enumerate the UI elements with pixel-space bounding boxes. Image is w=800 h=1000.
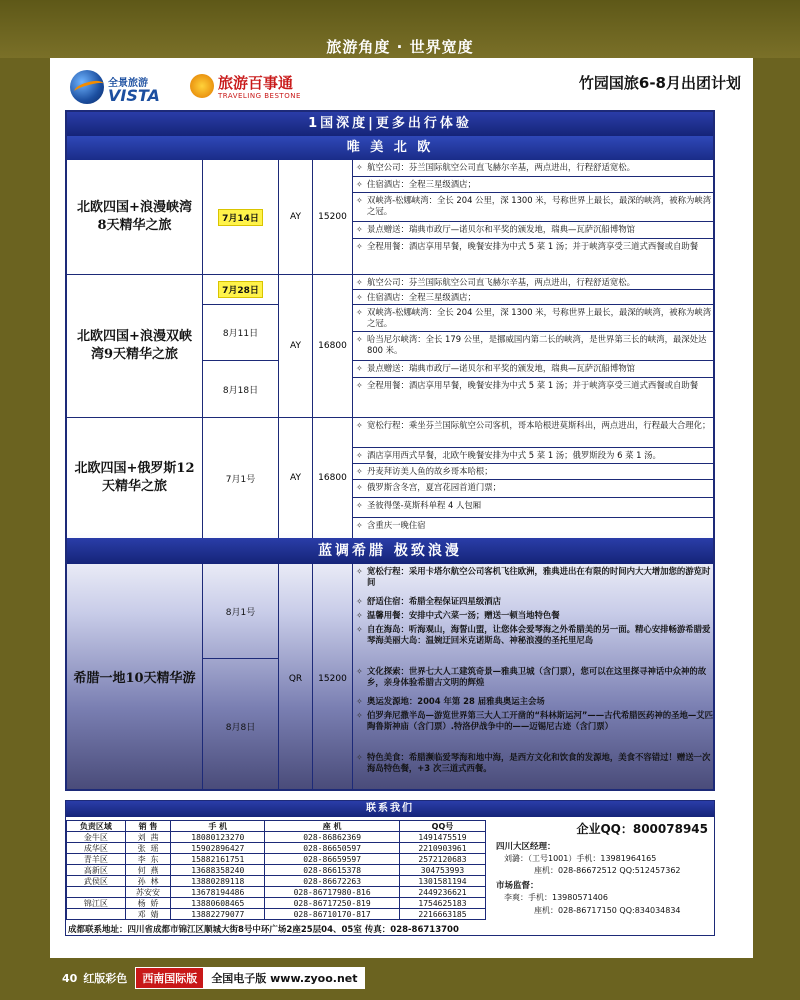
table-row [67,843,486,854]
edition-label: 西南国际版 [135,967,204,989]
table-cell: 2210903961 [399,843,485,854]
tour-row [67,418,713,538]
magazine-name: 红版彩色 [83,972,128,985]
website-label: 全国电子版 www.zyoo.net [204,967,364,989]
table-cell [67,887,126,898]
desc-line: ✧ 景点赠送：瑞典市政厅—诺贝尔和平奖的颁发地，瑞典—瓦萨沉船博物馆 [353,361,715,378]
vista-logo-cn: 全景旅游 [108,78,148,89]
table-row [67,865,486,876]
table-header-row [67,821,486,832]
page-number: 40 [62,971,78,985]
desc-line: ✧ 奥运发源地：2004 年第 28 届雅典奥运主会场 [353,694,715,708]
table-cell: 2216663185 [399,909,485,920]
table-cell: 杨 娇 [125,898,170,909]
table-cell: 13678194486 [171,887,265,898]
sichuan-manager-title: 四川大区经理： [496,842,556,852]
airline: AY [279,160,313,274]
table-cell: 2449236621 [399,887,485,898]
table-cell: 武侯区 [67,876,126,887]
tour-dates [203,564,279,791]
tour-description [353,160,715,274]
desc-line: ✧ 全程用餐：酒店享用早餐，晚餐安排为中式 5 菜 1 汤；并于峡湾享受三道式西餐或自助餐 [353,239,715,275]
contact-address: 成都联系地址：四川省成都市锦江区顺城大街8号中环广场2座25层04、05室 传真：028-86713700 [68,925,459,935]
market-person: 李爽：手机：13980571406 [504,893,608,902]
sun-icon [190,74,214,98]
tour-description [353,275,715,417]
table-cell: 孙 林 [125,876,170,887]
table-cell: 13882279077 [171,909,265,920]
table-cell: 13880289118 [171,876,265,887]
tour-description [353,418,715,538]
desc-line: ✧ 双峡湾-松娜峡湾：全长 204 公里，深 1300 米，号称世界上最长，最深的峡湾，被称为峡湾之冠。 [353,305,715,332]
date-cell [203,160,278,275]
desc-line: ✧ 俄罗斯含冬宫，夏宫花园首道门票； [353,480,715,498]
departure-date: 7月14日 [218,209,263,226]
col-header: 座 机 [265,821,400,832]
table-cell: 028-86615378 [265,865,400,876]
top-banner [0,0,800,58]
table-cell: 1491475519 [399,832,485,843]
price: 15200 [313,160,353,274]
table-cell: 张 瑶 [125,843,170,854]
tour-dates [203,160,279,274]
desc-line: ✧ 特色美食：希腊濒临爱琴海和地中海，是西方文化和饮食的发源地，美食不容错过！赠送一次海岛特色餐，+3 次三道式西餐。 [353,750,715,790]
desc-line: ✧ 酒店享用西式早餐，北欧午晚餐安排为中式 5 菜 1 汤；俄罗斯段为 6 菜 1 汤。 [353,448,715,464]
tour-name: 北欧四国+俄罗斯12天精华之旅 [67,418,203,538]
table-cell: 13880608465 [171,898,265,909]
col-header: QQ号 [399,821,485,832]
table-row [67,909,486,920]
vista-logo [70,70,190,106]
bestone-logo-en: TRAVELING BESTONE [218,92,301,100]
table-row [67,876,486,887]
sichuan-manager-tel: 座机：028-86672512 QQ:512457362 [534,866,681,875]
desc-line: ✧ 双峡湾-松娜峡湾：全长 204 公里，深 1300 米，号称世界上最长，最深的峡湾，被称为峡湾之冠。 [353,193,715,222]
desc-line: ✧ 全程用餐：酒店享用早餐，晚餐安排为中式 5 菜 1 汤；并于峡湾享受三道式西餐或自助餐 [353,378,715,418]
qq-label: 企业QQ： [576,822,633,836]
tour-row [67,564,713,791]
table-cell: 成华区 [67,843,126,854]
plan-title: 竹园国旅6-8月出团计划 [578,74,741,92]
bestone-logo [190,72,310,106]
tour-table [65,110,715,791]
date-cell: 8月18日 [222,386,259,396]
contact-info [494,820,712,920]
tour-name: 北欧四国+浪漫双峡湾9天精华之旅 [67,275,203,417]
sichuan-manager: 刘潞：（工号1001）手机：13981964165 [504,854,657,863]
table-row [67,887,486,898]
contact-table [66,820,486,920]
table-row [67,898,486,909]
price: 15200 [313,564,353,791]
airline: QR [279,564,313,791]
desc-line: ✧ 住宿酒店：全程三星级酒店； [353,290,715,305]
tour-name: 希腊一地10天精华游 [67,564,203,791]
table-cell: 13688358240 [171,865,265,876]
tour-row [67,275,713,418]
col-header: 销 售 [125,821,170,832]
price: 16800 [313,275,353,417]
table-cell: 金牛区 [67,832,126,843]
table-cell: 15902896427 [171,843,265,854]
date-cell: 8月1号 [203,564,278,659]
globe-icon [70,70,104,104]
table-cell: 邓 婧 [125,909,170,920]
table-row [67,832,486,843]
table-cell: 028-86862369 [265,832,400,843]
col-header: 手 机 [171,821,265,832]
desc-line: ✧ 住宿酒店：全程三星级酒店； [353,177,715,193]
desc-line: ✧ 伯罗奔尼撒半岛—游览世界第三大人工开凿的“科林斯运河”——古代希腊医药神的圣地—艾匹陶鲁斯神庙（含门票）.特洛伊战争中的——迈锡尼古迹（含门票） [353,708,715,750]
date-cell: 7月1号 [225,474,256,485]
table-cell: 1301581194 [399,876,485,887]
airline: AY [279,418,313,538]
category-main-bar: 1国深度|更多出行体验 [67,112,713,136]
desc-line: ✧ 景点赠送：瑞典市政厅—诺贝尔和平奖的颁发地，瑞典—瓦萨沉船博物馆 [353,222,715,239]
table-cell: 苏安安 [125,887,170,898]
vista-logo-en: VISTA [108,86,160,105]
tour-dates [203,275,279,417]
desc-line: ✧ 宽松行程：采用卡塔尔航空公司客机飞往欧洲，雅典进出在有限的时间内大大增加您的游览时间 [353,564,715,594]
market-tel: 座机：028-86717150 QQ:834034834 [534,906,681,915]
table-cell: 028-86717250-819 [265,898,400,909]
qq-number: 800078945 [632,822,708,836]
table-cell: 刘 茜 [125,832,170,843]
tour-name: 北欧四国+浪漫峡湾8天精华之旅 [67,160,203,274]
desc-line: ✧ 哈当尼尔峡湾：全长 179 公里，是挪威国内第二长的峡湾，是世界第三长的峡湾，最深处达 800 米。 [353,332,715,361]
corporate-qq [576,820,708,837]
table-cell: 028-86717980-816 [265,887,400,898]
table-cell: 李 东 [125,854,170,865]
desc-line: ✧ 自在海岛：听海观山，海誓山盟，让您体会爱琴海之外希腊美的另一面。精心安排畅游希腊爱琴海美丽大岛：温婉迂回米克诺斯岛、神秘浪漫的圣托里尼岛 [353,622,715,664]
desc-line: ✧ 温馨用餐：安排中式六菜一汤；赠送一顿当地特色餐 [353,608,715,622]
table-cell: 15882161751 [171,854,265,865]
category-north-europe-bar: 唯 美 北 欧 [67,136,713,160]
desc-line: ✧ 舒适住宿：希腊全程保证四星级酒店 [353,594,715,608]
date-cell: 8月8日 [225,722,256,733]
desc-line: ✧ 航空公司：芬兰国际航空公司直飞赫尔辛基，两点进出，行程舒适宽松。 [353,275,715,290]
date-cell [203,275,278,305]
tour-row [67,160,713,275]
table-cell: 高新区 [67,865,126,876]
desc-line: ✧ 宽松行程：乘坐芬兰国际航空公司客机，哥本哈根进莫斯科出，两点进出，行程最大合理化； [353,418,715,448]
category-greece-bar: 蓝调希腊 极致浪漫 [67,538,713,564]
table-cell: 028-86659597 [265,854,400,865]
table-cell: 锦江区 [67,898,126,909]
table-cell: 何 燕 [125,865,170,876]
departure-date: 7月28日 [218,281,263,298]
table-cell: 304753993 [399,865,485,876]
table-cell: 028-86650597 [265,843,400,854]
tour-description [353,564,715,791]
contact-title: 联系我们 [66,801,714,817]
table-cell [67,909,126,920]
table-cell: 028-86710170-817 [265,909,400,920]
airline: AY [279,275,313,417]
table-row [67,854,486,865]
table-cell: 青羊区 [67,854,126,865]
date-cell: 8月11日 [203,305,278,361]
col-header: 负责区域 [67,821,126,832]
slogan: 旅游角度 · 世界宽度 [326,38,474,56]
table-cell: 2572120683 [399,854,485,865]
table-cell: 028-86672263 [265,876,400,887]
price: 16800 [313,418,353,538]
desc-line: ✧ 圣彼得堡-莫斯科单程 4 人包厢 [353,498,715,518]
contact-section [65,800,715,936]
market-supervision-title: 市场监督： [496,881,539,891]
desc-line: ✧ 文化探索：世界七大人工建筑奇景—雅典卫城（含门票），您可以在这里探寻神话中众神的故乡，亲身体验希腊古文明的辉煌 [353,664,715,694]
bestone-logo-cn: 旅游百事通 [218,74,294,92]
desc-line: ✧ 含重庆一晚住宿 [353,518,715,538]
desc-line: ✧ 丹麦拜访美人鱼的故乡哥本哈根； [353,464,715,480]
tour-dates [203,418,279,538]
page [50,58,753,958]
table-cell: 1754625183 [399,898,485,909]
footer [62,968,365,988]
table-cell: 18080123270 [171,832,265,843]
desc-line: ✧ 航空公司：芬兰国际航空公司直飞赫尔辛基，两点进出，行程舒适宽松。 [353,160,715,177]
header [50,58,753,108]
